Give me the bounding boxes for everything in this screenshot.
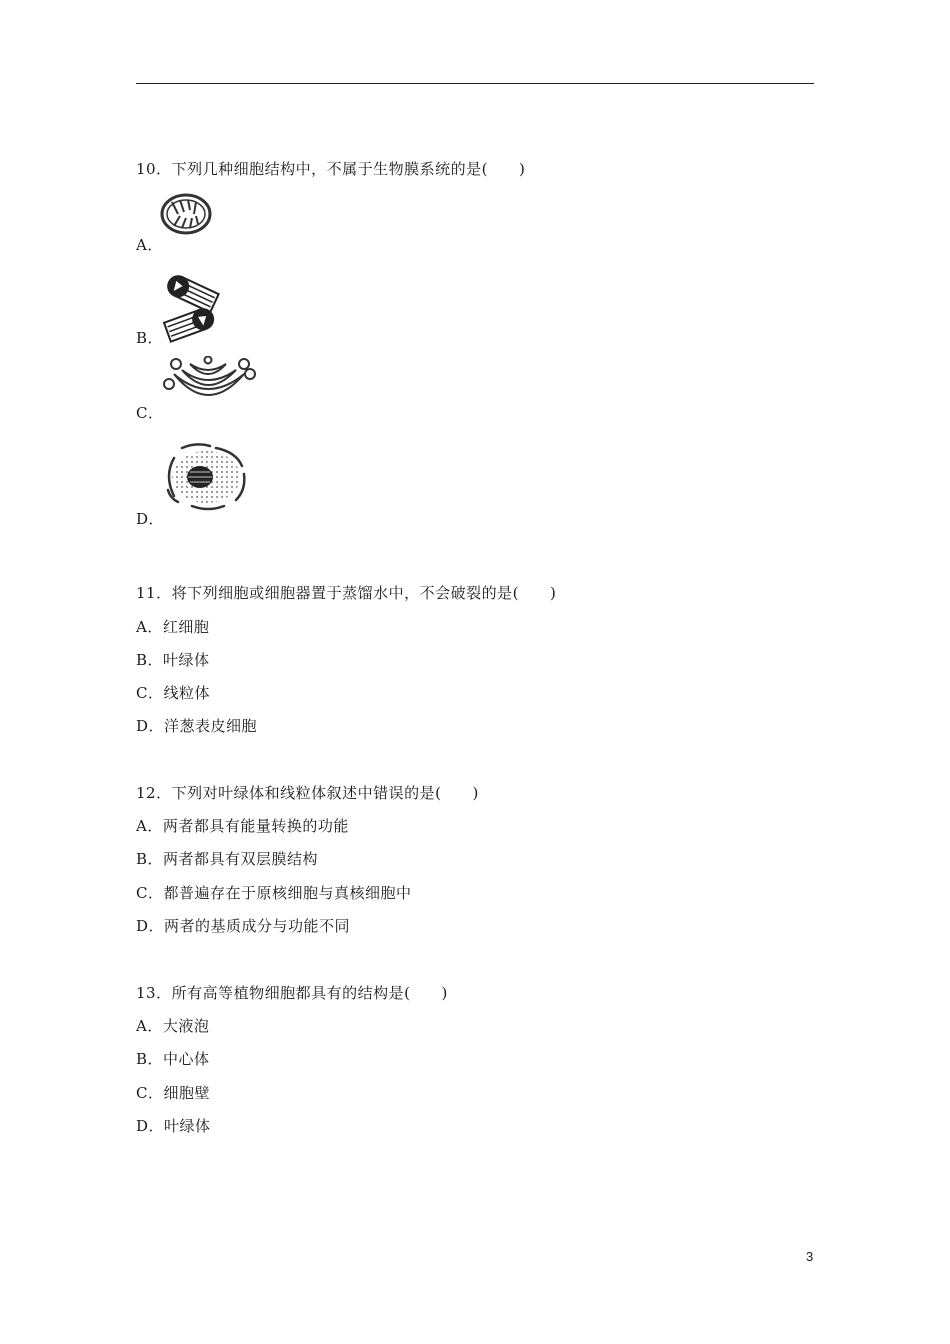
question-12-option-d: D．两者的基质成分与功能不同 (136, 917, 351, 935)
question-11-title: 11．将下列细胞或细胞器置于蒸馏水中，不会破裂的是( ) (136, 584, 557, 602)
question-10-option-a: A． (136, 236, 163, 254)
question-11-option-a: A．红细胞 (136, 618, 210, 636)
header-rule (136, 83, 814, 84)
question-12-option-c: C．都普遍存在于原核细胞与真核细胞中 (136, 884, 412, 902)
mitochondrion-figure (160, 192, 212, 238)
question-12-option-b: B．两者都具有双层膜结构 (136, 850, 319, 868)
question-13-option-d: D．叶绿体 (136, 1117, 211, 1135)
golgi-apparatus-figure (160, 356, 258, 412)
question-13-option-b: B．中心体 (136, 1050, 210, 1068)
question-10-option-b: B． (136, 329, 164, 347)
centriole-figure (160, 272, 220, 344)
question-12-option-a: A．两者都具有能量转换的功能 (136, 817, 349, 835)
question-13-option-c: C．细胞壁 (136, 1084, 210, 1102)
question-10-option-d: D． (136, 510, 165, 528)
question-12-title: 12．下列对叶绿体和线粒体叙述中错误的是( ) (136, 784, 479, 802)
question-11-option-b: B．叶绿体 (136, 651, 210, 669)
question-11-option-c: C．线粒体 (136, 684, 210, 702)
question-10-title: 10．下列几种细胞结构中，不属于生物膜系统的是( ) (136, 160, 526, 178)
question-13-option-a: A．大液泡 (136, 1017, 210, 1035)
question-10-option-c: C． (136, 404, 164, 422)
nucleus-figure (160, 440, 254, 514)
question-13-title: 13．所有高等植物细胞都具有的结构是( ) (136, 984, 448, 1002)
page-number: 3 (806, 1249, 814, 1264)
question-11-option-d: D．洋葱表皮细胞 (136, 717, 258, 735)
